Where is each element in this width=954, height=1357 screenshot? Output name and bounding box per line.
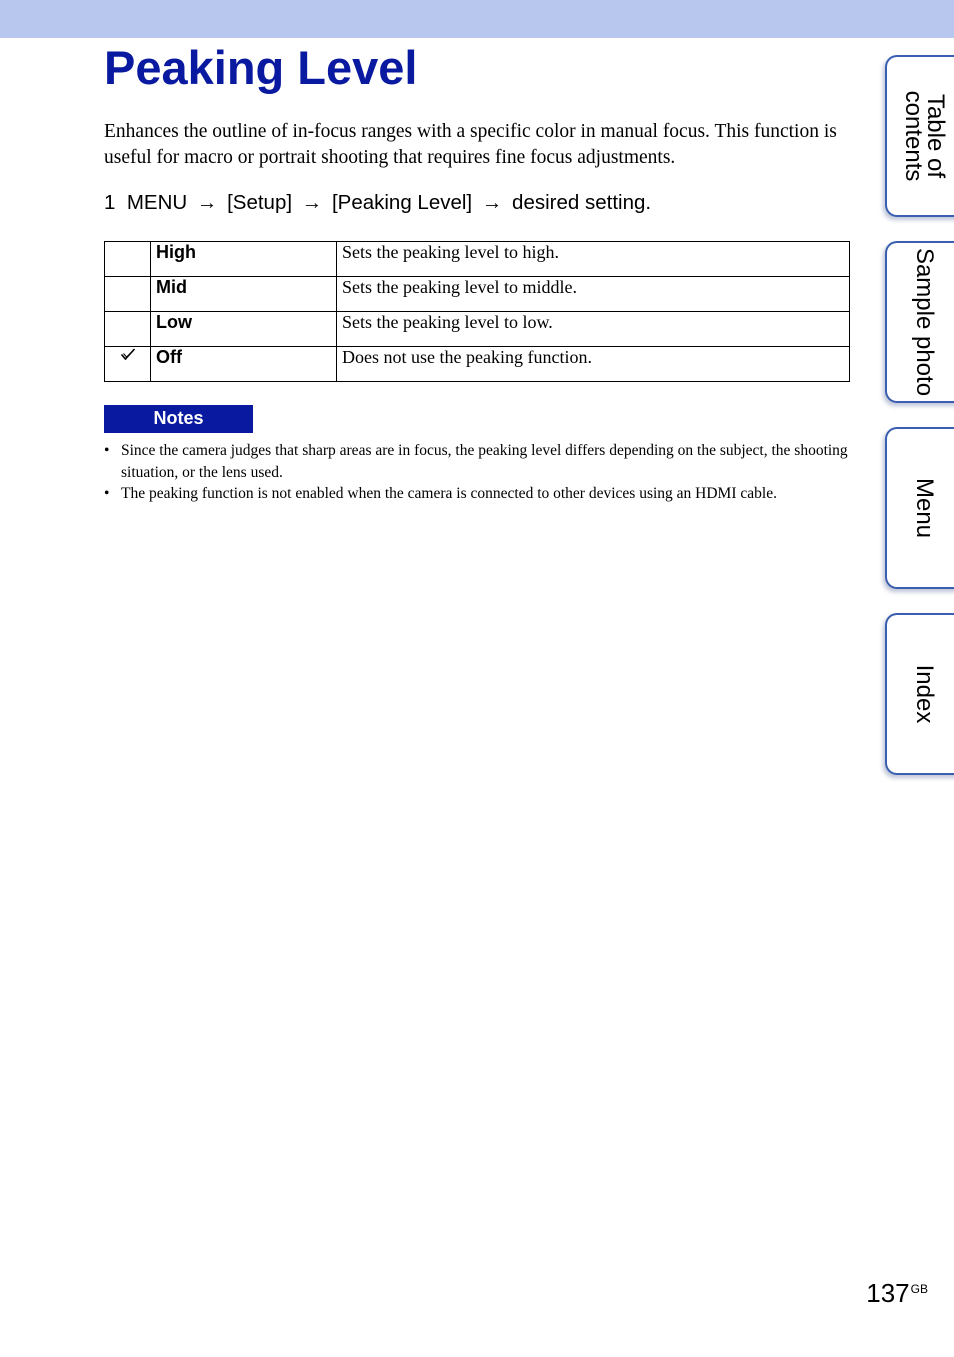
tab-menu[interactable] bbox=[885, 427, 954, 589]
arrow-right-icon: → bbox=[481, 191, 503, 214]
step-desired-setting: desired setting. bbox=[512, 191, 652, 214]
setting-description: Sets the peaking level to middle. bbox=[337, 277, 850, 312]
header-band bbox=[0, 0, 954, 38]
arrow-right-icon: → bbox=[196, 191, 218, 214]
list-item: • Since the camera judges that sharp areas are in focus, the peaking level differs depending on the subject, the shooting situation, or the lens used. bbox=[104, 440, 854, 483]
setting-description: Sets the peaking level to low. bbox=[337, 312, 850, 347]
settings-table bbox=[104, 241, 850, 382]
setting-description: Sets the peaking level to high. bbox=[337, 242, 850, 277]
default-mark-cell bbox=[105, 347, 151, 382]
default-mark-cell bbox=[105, 277, 151, 312]
step-peaking-level: [Peaking Level] bbox=[331, 191, 473, 214]
step-number: 1 bbox=[104, 191, 116, 214]
list-item: • The peaking function is not enabled when the camera is connected to other devices using an HDMI cable. bbox=[104, 483, 854, 505]
setting-name: Mid bbox=[151, 277, 337, 312]
table-row bbox=[105, 312, 850, 347]
default-check-icon bbox=[120, 347, 136, 361]
tab-label: Menu bbox=[910, 477, 938, 539]
tab-label bbox=[899, 90, 949, 182]
setting-description: Does not use the peaking function. bbox=[337, 347, 850, 382]
tab-label-line: contents bbox=[899, 90, 927, 182]
notes-heading: Notes bbox=[104, 405, 253, 433]
tab-label: Sample photo bbox=[910, 247, 938, 397]
intro-paragraph: Enhances the outline of in-focus ranges with a specific color in manual focus. This function is useful for macro or portrait shooting that requires fine focus adjustments. bbox=[104, 121, 837, 168]
tab-sample-photo[interactable] bbox=[885, 241, 954, 403]
step-setup: [Setup] bbox=[227, 191, 293, 214]
table-row bbox=[105, 242, 850, 277]
default-mark-cell bbox=[105, 242, 151, 277]
tab-label-line: Table of bbox=[921, 93, 949, 179]
step-instruction bbox=[104, 188, 651, 218]
table-row bbox=[105, 277, 850, 312]
table-row bbox=[105, 347, 850, 382]
region-code: GB bbox=[910, 1282, 928, 1296]
page-title: Peaking Level bbox=[104, 41, 418, 94]
step-menu: MENU bbox=[126, 191, 188, 214]
tab-table-of-contents[interactable] bbox=[885, 55, 954, 217]
setting-name: Off bbox=[151, 347, 337, 382]
tab-label: Index bbox=[910, 664, 938, 724]
page-number bbox=[866, 1278, 928, 1309]
tab-index[interactable] bbox=[885, 613, 954, 775]
default-mark-cell bbox=[105, 312, 151, 347]
page-number-value: 137 bbox=[866, 1278, 910, 1308]
setting-name: High bbox=[151, 242, 337, 277]
setting-name: Low bbox=[151, 312, 337, 347]
arrow-right-icon: → bbox=[301, 191, 323, 214]
notes-list bbox=[104, 440, 854, 505]
